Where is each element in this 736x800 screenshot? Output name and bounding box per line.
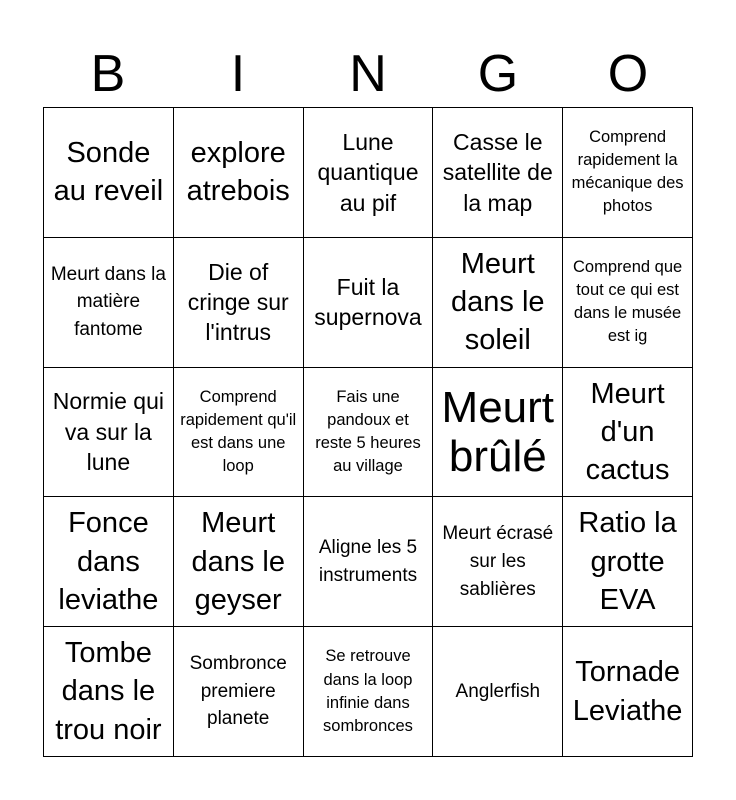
cell-text: Meurt dans le geyser (191, 507, 285, 616)
cell-text: Fuit la supernova (314, 273, 422, 331)
cell-text: Fonce dans leviathe (58, 507, 159, 616)
cell-text: Normie qui va sur la lune (52, 388, 164, 476)
bingo-cell[interactable] (433, 497, 563, 627)
bingo-cell[interactable] (304, 627, 434, 757)
cell-text: Tornade Leviathe (572, 656, 683, 727)
bingo-cell[interactable] (304, 497, 434, 627)
bingo-cell[interactable] (433, 238, 563, 368)
bingo-cell[interactable] (563, 368, 693, 498)
cell-text: Die of cringe sur l'intrus (187, 258, 289, 346)
bingo-cell[interactable] (44, 368, 174, 498)
bingo-cell[interactable] (433, 368, 563, 498)
cell-text: Meurt dans la matière fantome (50, 263, 166, 340)
cell-text: Meurt dans le soleil (451, 247, 545, 357)
cell-text: Aligne les 5 instruments (318, 537, 418, 586)
bingo-cell[interactable] (304, 368, 434, 498)
bingo-cell[interactable] (44, 497, 174, 627)
cell-text: Se retrouve dans la loop infinie dans sombronces (323, 647, 413, 735)
cell-text: Anglerfish (455, 680, 541, 702)
cell-text: Comprend rapidement qu'il est dans une loop (180, 387, 297, 476)
cell-text: Comprend rapidement la mécanique des photos (571, 128, 684, 216)
bingo-cell[interactable] (174, 238, 304, 368)
bingo-cell[interactable] (304, 238, 434, 368)
bingo-cell[interactable] (433, 108, 563, 238)
bingo-cell[interactable] (44, 627, 174, 757)
bingo-cell[interactable] (563, 627, 693, 757)
cell-text: Sonde au reveil (53, 137, 164, 208)
bingo-cell[interactable] (44, 108, 174, 238)
bingo-cell[interactable] (44, 238, 174, 368)
bingo-header (43, 42, 693, 106)
header-letter-b: B (90, 45, 126, 103)
bingo-cell[interactable] (563, 108, 693, 238)
cell-text: Fais une pandoux et reste 5 heures au village (315, 387, 421, 476)
bingo-grid (43, 107, 693, 757)
bingo-cell[interactable] (304, 108, 434, 238)
bingo-cell[interactable] (563, 238, 693, 368)
cell-text: Casse le satellite de la map (442, 128, 553, 216)
cell-text: Lune quantique au pif (317, 128, 419, 216)
bingo-cell[interactable] (174, 368, 304, 498)
bingo-cell[interactable] (433, 627, 563, 757)
bingo-cell[interactable] (563, 497, 693, 627)
header-letter-i: I (230, 45, 246, 103)
cell-text: Comprend que tout ce qui est dans le musée est ig (573, 258, 683, 346)
cell-text: Sombronce premiere planete (189, 653, 287, 730)
bingo-cell[interactable] (174, 627, 304, 757)
bingo-cell[interactable] (174, 108, 304, 238)
cell-text: Ratio la grotte EVA (578, 507, 677, 616)
header-letter-g: G (477, 45, 519, 103)
bingo-cell[interactable] (174, 497, 304, 627)
header-letter-n: N (349, 45, 387, 103)
cell-text: Meurt écrasé sur les sablières (442, 523, 554, 600)
cell-text: Meurt d'un cactus (585, 377, 670, 487)
cell-text: Tombe dans le trou noir (55, 637, 162, 746)
cell-text: Meurt brûlé (441, 382, 555, 481)
cell-text: explore atrebois (186, 137, 290, 208)
header-letter-o: O (607, 45, 649, 103)
